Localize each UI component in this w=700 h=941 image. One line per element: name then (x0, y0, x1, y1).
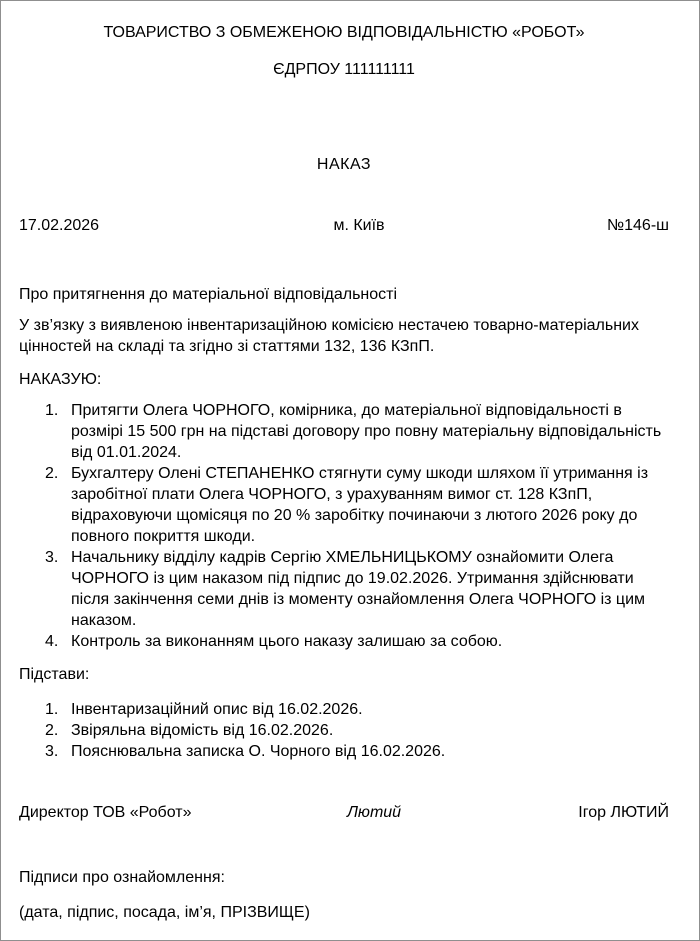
order-item: Притягти Олега ЧОРНОГО, комірника, до матеріальної відповідальності в розмірі 15 500 грн на підставі договору про повну матеріальну відповідальність від 01.01.2024. (71, 402, 662, 461)
document-subject: Про притягнення до матеріальної відповідальності (19, 286, 398, 303)
company-name: ТОВАРИСТВО З ОБМЕЖЕНОЮ ВІДПОВІДАЛЬНІСТЮ «РОБОТ» (103, 24, 585, 41)
grounds-list (19, 699, 669, 762)
order-items-list (19, 400, 669, 652)
order-item: Контроль за виконанням цього наказу залишаю за собою. (71, 633, 503, 650)
acknowledgment-label: Підписи про ознайомлення: (19, 869, 225, 886)
document-city: м. Київ (333, 217, 385, 234)
acknowledgment-note: (дата, підпис, посада, ім’я, ПРІЗВИЩЕ) (19, 904, 310, 921)
order-item: Начальнику відділу кадрів Сергію ХМЕЛЬНИЦЬКОМУ ознайомити Олега ЧОРНОГО із цим наказом під підпис до 19.02.2026. Утримання здійснювати після закінчення семи днів із моменту ознайомлення Олега ЧОРНОГО із цим наказом. (71, 549, 646, 629)
document-title: НАКАЗ (316, 156, 372, 173)
document-date: 17.02.2026 (19, 217, 100, 234)
signer-name: Ігор ЛЮТИЙ (578, 804, 669, 821)
grounds-item: Пояснювальна записка О. Чорного від 16.02.2026. (71, 743, 446, 760)
company-edrpou: ЄДРПОУ 111111111 (273, 61, 415, 78)
grounds-item: Інвентаризаційний опис від 16.02.2026. (71, 701, 363, 718)
signature-handwriting: Лютий (346, 804, 402, 821)
signature-row (19, 802, 669, 823)
document-number: №146-ш (606, 217, 669, 234)
grounds-item: Звіряльна відомість від 16.02.2026. (71, 722, 334, 739)
meta-row (19, 215, 669, 236)
grounds-label: Підстави: (19, 666, 90, 683)
order-item: Бухгалтеру Олені СТЕПАНЕНКО стягнути суму шкоди шляхом її утримання із заробітної плати Олега ЧОРНОГО, з урахуванням вимог ст. 128 КЗпП, відраховуючи щомісяця по 20 % заробітку починаючи з лютого 2026 року до повного покриття шкоди. (71, 465, 649, 545)
signer-position: Директор ТОВ «Робот» (19, 804, 192, 821)
intro-paragraph: У зв’язку з виявленою інвентаризаційною комісією нестачею товарно-матеріальних цінностей на складі та згідно зі статтями 132, 136 КЗпП. (19, 317, 639, 355)
resolve-word: НАКАЗУЮ: (19, 371, 102, 388)
